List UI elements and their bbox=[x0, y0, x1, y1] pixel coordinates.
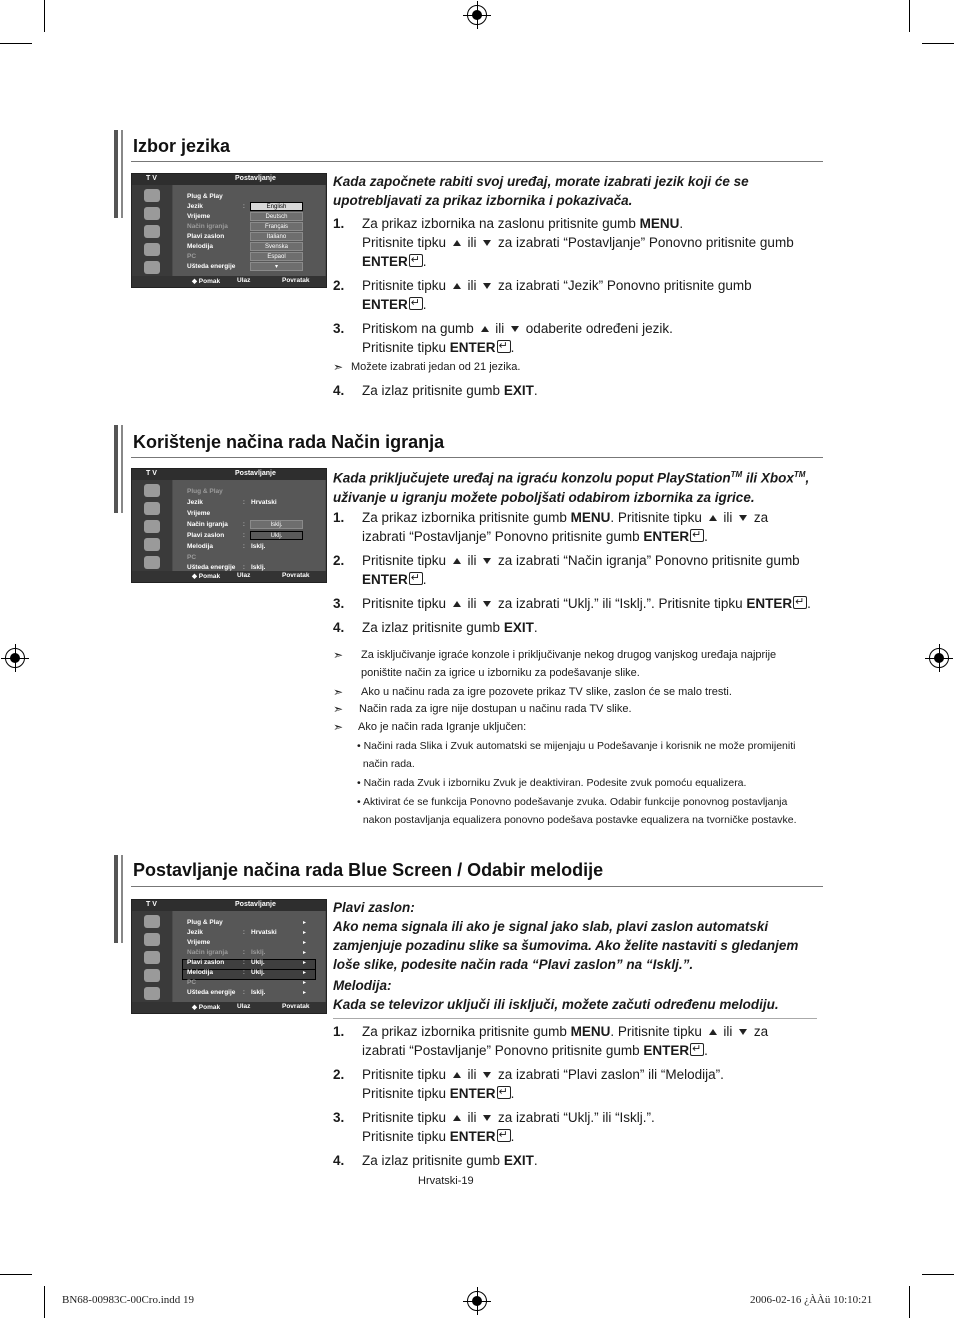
menu-row: Plug & Play bbox=[187, 488, 223, 495]
language-option: Espaol bbox=[250, 252, 303, 261]
step-4: 4. Za izlaz pritisnite gumb EXIT. bbox=[333, 1153, 538, 1168]
crop-mark bbox=[0, 43, 32, 44]
up-arrow-icon bbox=[709, 515, 717, 521]
section-title: Izbor jezika bbox=[133, 136, 231, 156]
crop-mark bbox=[922, 1274, 954, 1275]
language-option: Svenska bbox=[250, 242, 303, 251]
section-bar bbox=[121, 425, 123, 513]
menu-row: PC bbox=[187, 253, 197, 260]
registration-mark-icon bbox=[467, 5, 487, 25]
menu-row: PC bbox=[187, 554, 197, 561]
up-arrow-icon bbox=[709, 1029, 717, 1035]
menu-row: Melodija bbox=[187, 969, 214, 976]
menu-row: Način igranja bbox=[187, 223, 228, 230]
registration-mark-icon bbox=[5, 648, 25, 668]
menu-row: PC bbox=[187, 979, 197, 986]
registration-mark-icon bbox=[467, 1291, 487, 1311]
language-option: Français bbox=[250, 222, 303, 231]
step-3: 3. Pritiskom na gumb ili odaberite određeni jezik. Pritisnite tipku ENTER↵ . bbox=[333, 319, 823, 357]
menu-row: Vrijeme bbox=[187, 939, 211, 946]
print-footer-left: BN68-00983C-00Cro.indd 19 bbox=[62, 1294, 194, 1306]
menu-row: Plug & Play bbox=[187, 193, 223, 200]
up-arrow-icon bbox=[453, 240, 461, 246]
menu-row: Ušteda energije bbox=[187, 263, 236, 270]
crop-mark bbox=[922, 43, 954, 44]
crop-mark bbox=[909, 0, 910, 32]
section-bar bbox=[121, 130, 123, 218]
enter-icon bbox=[690, 1043, 704, 1056]
note-arrow-icon: ➣ bbox=[333, 360, 344, 374]
tv-menu-screenshot: T V Postavljanje Plug & Play Jezik : Vrijeme Način igranja Plavi zaslon Melodija PC Ušteda energije English Deutsch Français Italiano Svenska Espaol ▾ ◆ Pomak Ulaz Povratak bbox=[131, 173, 327, 288]
section-rule bbox=[131, 457, 823, 458]
down-arrow-icon bbox=[483, 1115, 491, 1121]
language-option: Deutsch bbox=[250, 212, 303, 221]
step-1: 1. Za prikaz izbornika pritisnite gumb MENU. Pritisnite tipku ili za izabrati “Postavljanje” Ponovno pritisnite gumb ENTER↵ . bbox=[333, 1022, 823, 1060]
up-arrow-icon bbox=[453, 283, 461, 289]
tv-menu-screenshot: T V Postavljanje Plug & Play Jezik : Hrvatski Vrijeme Način igranja : Plavi zaslon : Melodija : Isklj. PC Ušteda energije : Isklj. Isklj. Uklj. ◆ Pomak Ulaz Povratak bbox=[131, 468, 327, 583]
crop-mark bbox=[909, 1286, 910, 1318]
footer-return: Povratak bbox=[282, 277, 310, 284]
step-1: 1. Za prikaz izbornika na zaslonu pritisnite gumb MENU. Pritisnite tipku ili za izabrati “Postavljanje” Ponovno pritisnite gumb ENTER↵ . bbox=[333, 214, 823, 271]
enter-icon bbox=[409, 254, 423, 267]
note: ➣ Možete izabrati jedan od 21 jezika. bbox=[333, 360, 521, 374]
footer-move: ◆ Pomak bbox=[192, 278, 221, 285]
down-arrow-icon bbox=[483, 601, 491, 607]
menu-row: Način igranja bbox=[187, 521, 228, 528]
section-intro: Plavi zaslon: Ako nema signala ili ako je signal jako slab, plavi zaslon automatski zamjenjuje pozadinu slike sa šumovima. Ako želite nastaviti s gledanjem loše slike, podesite način rada “Plavi zaslon” na “Isklj.”. Melodija: Kada se televizor uključi ili isključi, možete začuti određenu melodiju. bbox=[333, 900, 799, 1012]
registration-mark-icon bbox=[929, 648, 949, 668]
section-title: Postavljanje načina rada Blue Screen / Odabir melodije bbox=[133, 860, 604, 880]
step-2: 2. Pritisnite tipku ili za izabrati “Način igranja” Ponovno pritisnite gumb ENTER↵ . bbox=[333, 551, 823, 589]
up-arrow-icon bbox=[453, 1115, 461, 1121]
note-bullet: • Način rada Zvuk i izborniku Zvuk je deaktiviran. Podesite zvuk pomoću equalizera. bbox=[357, 777, 747, 789]
enter-icon bbox=[409, 297, 423, 310]
menu-row: Plug & Play bbox=[187, 919, 223, 926]
menu-row: Plavi zaslon bbox=[187, 233, 225, 240]
step-2: 2. Pritisnite tipku ili za izabrati “Plavi zaslon” ili “Melodija”. Pritisnite tipku ENTER↵ . bbox=[333, 1065, 823, 1103]
game-mode-option: Uklj. bbox=[250, 531, 303, 540]
note-arrow-icon: ➣ bbox=[333, 648, 344, 662]
section-title: Korištenje načina rada Način igranja bbox=[133, 432, 445, 452]
tv-menu-screenshot: T V Postavljanje Plug & Play ▸ Jezik : Hrvatski ▸ Vrijeme ▸ Način igranja : Isklj. ▸ Plavi zaslon : Uklj. ▸ Melodija : Uklj. ▸ PC ▸ Ušteda energije : Isklj. ▸ ◆ Pomak Ulaz Povratak bbox=[131, 899, 327, 1014]
section-bar bbox=[114, 425, 118, 513]
section-bar bbox=[114, 855, 118, 943]
note-bullet: • Načini rada Slika i Zvuk automatski se mijenjaju u Podešavanje i korisnik ne može promijeniti način rada. bbox=[357, 740, 796, 770]
step-1: 1. Za prikaz izbornika pritisnite gumb MENU. Pritisnite tipku ili za izabrati “Postavljanje” Ponovno pritisnite gumb ENTER↵ . bbox=[333, 508, 823, 546]
down-arrow-icon bbox=[483, 240, 491, 246]
enter-icon bbox=[497, 340, 511, 353]
menu-row: Način igranja bbox=[187, 949, 228, 956]
game-mode-option: Isklj. bbox=[250, 520, 303, 529]
print-footer-right: 2006-02-16 ¿ÀÀü 10:10:21 bbox=[750, 1294, 873, 1306]
crop-mark bbox=[0, 1274, 32, 1275]
down-arrow-icon bbox=[739, 515, 747, 521]
down-arrow-icon bbox=[483, 1072, 491, 1078]
language-option: Italiano bbox=[250, 232, 303, 241]
step-4: 4. Za izlaz pritisnite gumb EXIT. bbox=[333, 383, 538, 398]
step-3: 3. Pritisnite tipku ili za izabrati “Uklj.” ili “Isklj.”. Pritisnite tipku ENTER↵ . bbox=[333, 1108, 823, 1146]
menu-row: Jezik bbox=[187, 929, 203, 936]
note-bullet: • Aktivirat će se funkcija Ponovno podešavanje zvuka. Odabir funkcije ponovnog postavljanja nakon postavljanja equalizera ponovno podešava postavke equalizera na tvorničke postavke. bbox=[357, 796, 797, 826]
menu-row: Vrijeme bbox=[187, 213, 211, 220]
menu-row: Vrijeme bbox=[187, 510, 211, 517]
menu-row: Plavi zaslon bbox=[187, 959, 225, 966]
section-bar bbox=[121, 855, 123, 943]
section-rule bbox=[131, 161, 823, 162]
down-arrow-icon bbox=[483, 283, 491, 289]
down-arrow-icon bbox=[511, 326, 519, 332]
language-option: English bbox=[250, 202, 303, 211]
up-arrow-icon bbox=[453, 1072, 461, 1078]
menu-row: Ušteda energije bbox=[187, 989, 236, 996]
note: ➣ Ako u načinu rada za igre pozovete prikaz TV slike, zaslon će se malo tresti. bbox=[333, 685, 732, 699]
enter-icon bbox=[690, 529, 704, 542]
step-2: 2. Pritisnite tipku ili za izabrati “Jezik” Ponovno pritisnite gumb ENTER↵ . bbox=[333, 276, 823, 314]
note-arrow-icon: ➣ bbox=[333, 685, 344, 699]
footer-enter: Ulaz bbox=[237, 277, 251, 284]
section-bar bbox=[114, 130, 118, 218]
intro-rule bbox=[333, 1018, 817, 1019]
note: ➣ Za isključivanje igraće konzole i priključivanje nekog drugog vanjskog uređaja najprije poništite način za igrice u izborniku za podešavanje slike. bbox=[333, 648, 777, 679]
menu-row: Plavi zaslon bbox=[187, 532, 225, 539]
up-arrow-icon bbox=[453, 601, 461, 607]
menu-title: Postavljanje bbox=[235, 175, 276, 182]
tv-label: T V bbox=[146, 175, 157, 182]
enter-icon bbox=[497, 1129, 511, 1142]
note-arrow-icon: ➣ bbox=[333, 702, 344, 716]
section-rule bbox=[131, 886, 823, 887]
enter-icon bbox=[409, 572, 423, 585]
enter-icon bbox=[793, 596, 807, 609]
enter-icon bbox=[497, 1086, 511, 1099]
step-3: 3. Pritisnite tipku ili za izabrati “Uklj.” ili “Isklj.”. Pritisnite tipku ENTER↵ . bbox=[333, 594, 823, 613]
crop-mark bbox=[44, 0, 45, 32]
page-number: Hrvatski-19 bbox=[418, 1175, 474, 1187]
note: ➣ Način rada za igre nije dostupan u načinu rada TV slike. bbox=[333, 702, 632, 716]
menu-row: Melodija bbox=[187, 243, 214, 250]
section-intro: Kada započnete rabiti svoj uređaj, morate izabrati jezik koji će se upotrebljavati za prikaz izbornika i pokazivača. bbox=[333, 174, 749, 208]
up-arrow-icon bbox=[453, 558, 461, 564]
section-intro: Kada priključujete uređaj na igraću konzolu poput PlayStation™ ili Xbox™, uživanje u igranju možete poboljšati odabirom izbornika za igrice. bbox=[333, 470, 810, 505]
note: ➣ Ako je način rada Igranje uključen: bbox=[333, 720, 527, 734]
up-arrow-icon bbox=[481, 326, 489, 332]
down-arrow-icon bbox=[739, 1029, 747, 1035]
note-arrow-icon: ➣ bbox=[333, 720, 344, 734]
menu-row: Jezik bbox=[187, 203, 203, 210]
down-arrow-icon bbox=[483, 558, 491, 564]
menu-row: Jezik bbox=[187, 499, 203, 506]
menu-row: Ušteda energije bbox=[187, 564, 236, 571]
menu-row: Melodija bbox=[187, 543, 214, 550]
language-option: ▾ bbox=[250, 262, 303, 271]
crop-mark bbox=[44, 1286, 45, 1318]
step-4: 4. Za izlaz pritisnite gumb EXIT. bbox=[333, 620, 538, 635]
